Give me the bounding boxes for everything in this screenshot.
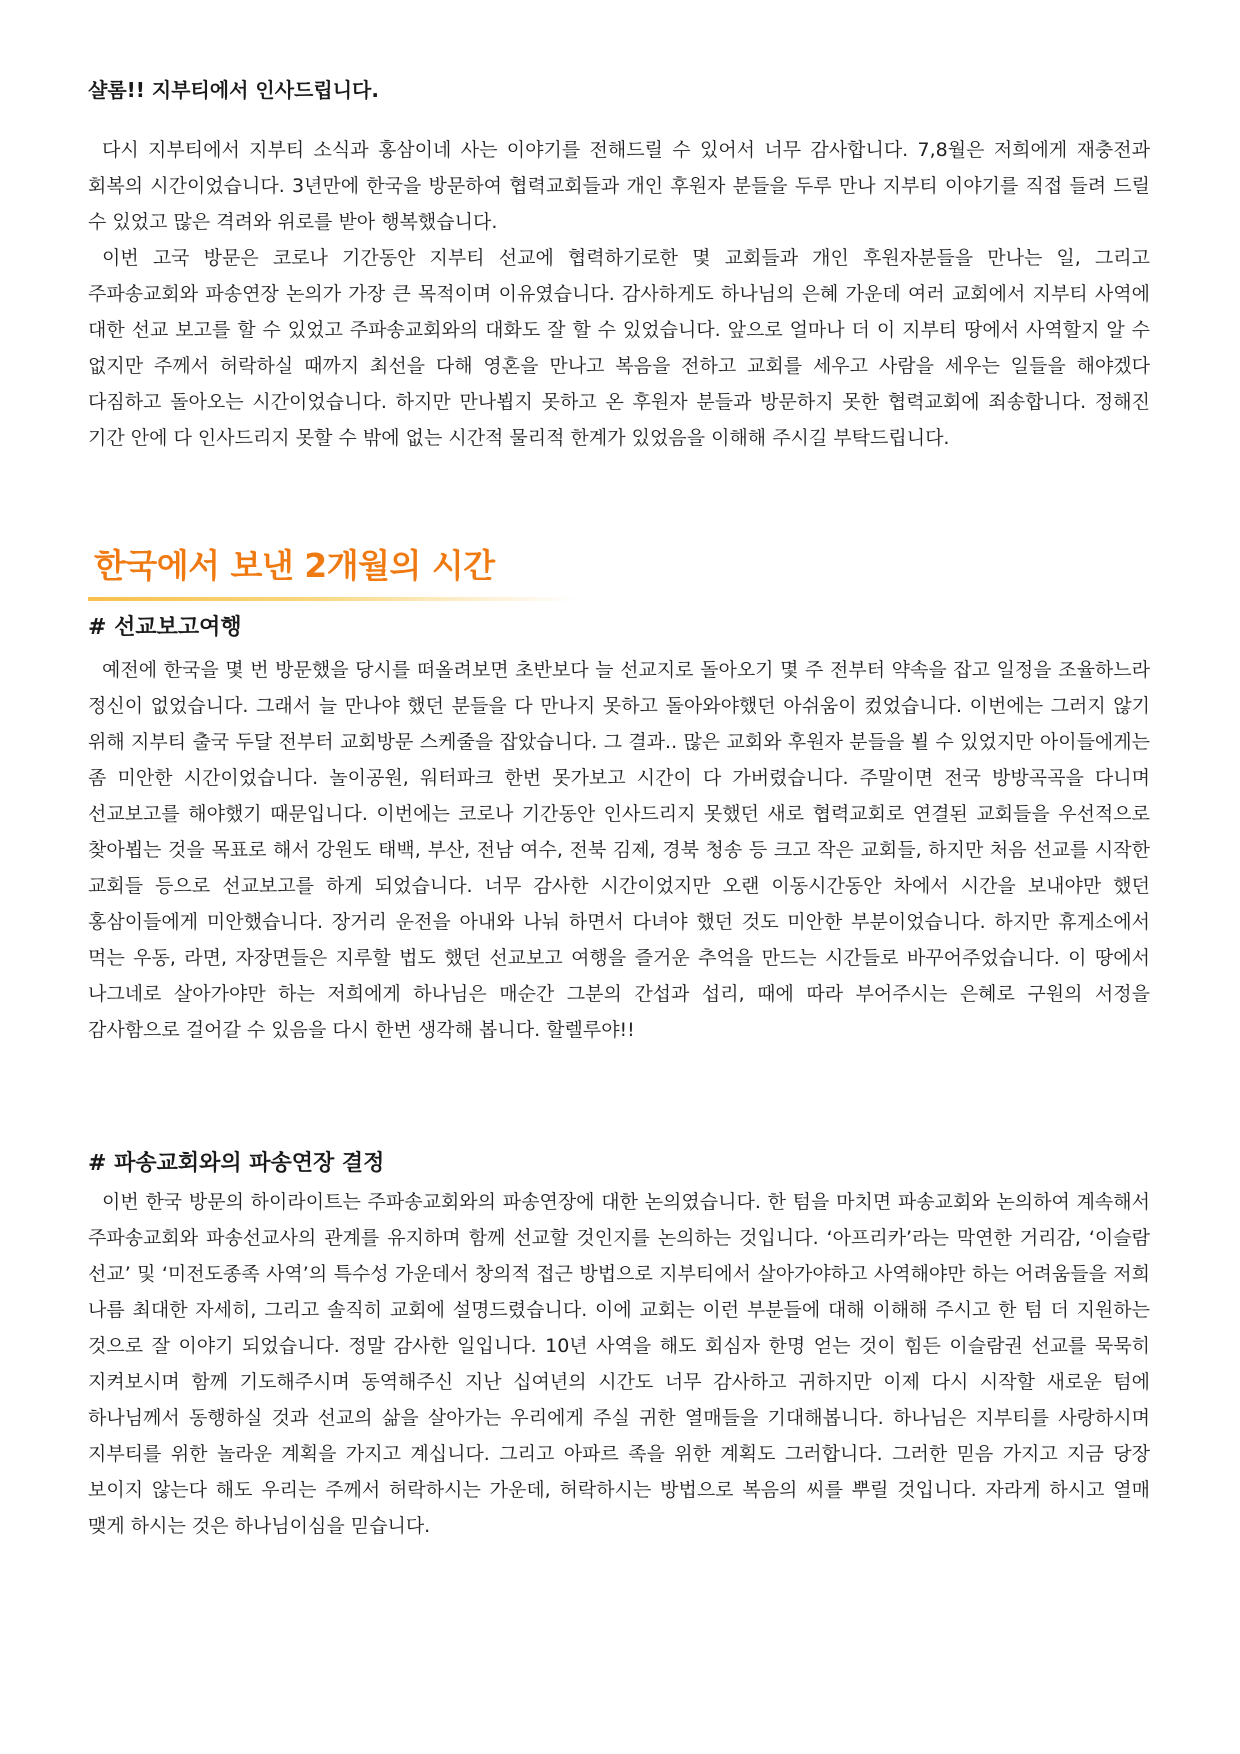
mission-report-trip-heading: # 선교보고여행 bbox=[88, 615, 242, 640]
dispatch-extension-section bbox=[88, 1148, 1150, 1544]
mission-report-trip-section bbox=[88, 612, 1150, 1048]
intro-paragraph-1: 다시 지부티에서 지부티 소식과 홍삼이네 사는 이야기를 전해드릴 수 있어서 너무 감사합니다. 7,8월은 저희에게 재충전과 회복의 시간이었습니다. 3년만에 한국을 방문하여 협력교회들과 개인 후원자 분들을 두루 만나 지부티 이야기를 직접 들려 드릴 수 있었고 많은 격려와 위로를 받아 행복했습니다. bbox=[88, 139, 1150, 233]
section-title: 한국에서 보낸 2개월의 시간 bbox=[94, 546, 495, 585]
section-title-block bbox=[88, 544, 588, 604]
intro-paragraph-2: 이번 고국 방문은 코로나 기간동안 지부티 선교에 협력하기로한 몇 교회들과 개인 후원자분들을 만나는 일, 그리고 주파송교회와 파송연장 논의가 가장 큰 목적이며 이유였습니다. 감사하게도 하나님의 은혜 가운데 여러 교회에서 지부티 사역에 대한 선교 보고를 할 수 있었고 주파송교회와의 대화도 잘 할 수 있었습니다. 앞으로 얼마나 더 이 지부티 땅에서 사역할지 알 수 없지만 주께서 허락하실 때까지 최선을 다해 영혼을 만나고 복음을 전하고 교회를 세우고 사람을 세우는 일들을 해야겠다 다짐하고 돌아오는 시간이었습니다. 하지만 만나뵙지 못하고 온 후원자 분들과 방문하지 못한 협력교회에 죄송합니다. 정해진 기간 안에 다 인사드리지 못할 수 밖에 없는 시간적 물리적 한계가 있었음을 이해해 주시길 부탁드립니다. bbox=[88, 247, 1150, 449]
intro-section bbox=[88, 132, 1150, 456]
greeting-heading: 샬롬!! 지부티에서 인사드립니다. bbox=[88, 78, 379, 102]
dispatch-extension-body: 이번 한국 방문의 하이라이트는 주파송교회와의 파송연장에 대한 논의였습니다. 한 텀을 마치면 파송교회와 논의하여 계속해서 주파송교회와 파송선교사의 관계를 유지하며 함께 선교할 것인지를 논의하는 것입니다. ‘아프리카’라는 막연한 거리감, ‘이슬람 선교’ 및 ‘미전도종족 사역’의 특수성 가운데서 창의적 접근 방법으로 지부티에서 살아가야하고 사역해야만 하는 어려움들을 저희 나름 최대한 자세히, 그리고 솔직히 교회에 설명드렸습니다. 이에 교회는 이런 부분들에 대해 이해해 주시고 한 텀 더 지원하는 것으로 잘 이야기 되었습니다. 정말 감사한 일입니다. 10년 사역을 해도 회심자 한명 얻는 것이 힘든 이슬람권 선교를 묵묵히 지켜보시며 함께 기도해주시며 동역해주신 지난 십여년의 시간도 너무 감사하고 귀하지만 이제 다시 시작할 새로운 텀에 하나님께서 동행하실 것과 선교의 삶을 살아가는 우리에게 주실 귀한 열매들을 기대해봅니다. 하나님은 지부티를 사랑하시며 지부티를 위한 놀라운 계획을 가지고 계십니다. 그리고 아파르 족을 위한 계획도 그러합니다. 그러한 믿음 가지고 지금 당장 보이지 않는다 해도 우리는 주께서 허락하시는 가운데, 허락하시는 방법으로 복음의 씨를 뿌릴 것입니다. 자라게 하시고 열매 맺게 하시는 것은 하나님이심을 믿습니다. bbox=[88, 1191, 1150, 1537]
title-underline-divider bbox=[88, 597, 578, 601]
dispatch-extension-heading: # 파송교회와의 파송연장 결정 bbox=[88, 1151, 385, 1176]
mission-report-trip-body: 예전에 한국을 몇 번 방문했을 당시를 떠올려보면 초반보다 늘 선교지로 돌아오기 몇 주 전부터 약속을 잡고 일정을 조율하느라 정신이 없었습니다. 그래서 늘 만나야 했던 분들을 다 만나지 못하고 돌아와야했던 아쉬움이 컸었습니다. 이번에는 그러지 않기 위해 지부티 출국 두달 전부터 교회방문 스케줄을 잡았습니다. 그 결과.. 많은 교회와 후원자 분들을 뵐 수 있었지만 아이들에게는 좀 미안한 시간이었습니다. 놀이공원, 워터파크 한번 못가보고 시간이 다 가버렸습니다. 주말이면 전국 방방곡곡을 다니며 선교보고를 해야했기 때문입니다. 이번에는 코로나 기간동안 인사드리지 못했던 새로 협력교회로 연결된 교회들을 우선적으로 찾아뵙는 것을 목표로 해서 강원도 태백, 부산, 전남 여수, 전북 김제, 경북 청송 등 크고 작은 교회들, 하지만 처음 선교를 시작한 교회들 등으로 선교보고를 하게 되었습니다. 너무 감사한 시간이었지만 오랜 이동시간동안 차에서 시간을 보내야만 했던 홍삼이들에게 미안했습니다. 장거리 운전을 아내와 나눠 하면서 다녀야 했던 것도 미안한 부분이었습니다. 하지만 휴게소에서 먹는 우동, 라면, 자장면들은 지루할 법도 했던 선교보고 여행을 즐거운 추억을 만드는 시간들로 바꾸어주었습니다. 이 땅에서 나그네로 살아가야만 하는 저희에게 하나님은 매순간 그분의 간섭과 섭리, 때에 따라 부어주시는 은혜로 구원의 서정을 감사함으로 걸어갈 수 있음을 다시 한번 생각해 봅니다. 할렐루야!! bbox=[88, 659, 1150, 1041]
